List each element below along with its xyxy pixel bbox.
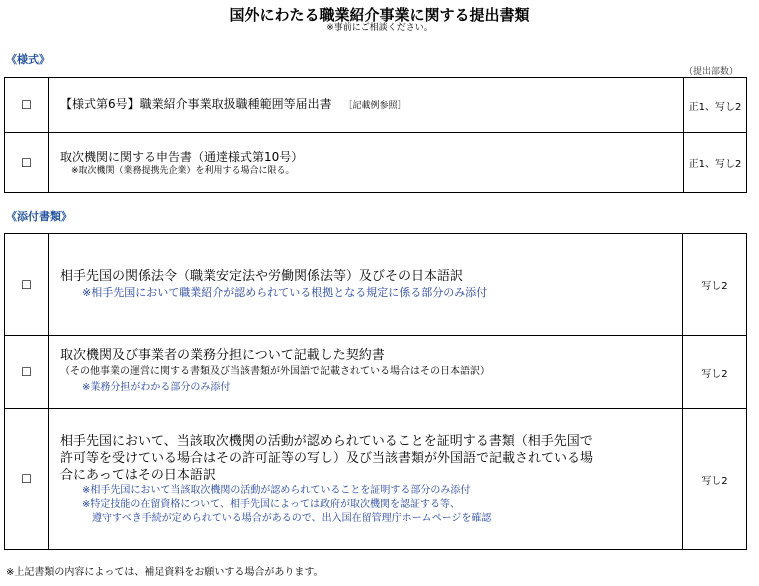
forms-table — [4, 77, 747, 193]
attachment-certificate-copies: 写し2 — [683, 409, 747, 550]
attachment-laws-note: ※相手先国において職業紹介が認められている根拠となる規定に係る部分のみ添付 — [82, 285, 488, 299]
attachment-certificate-title-2: 許可等を受けている場合はその許可証等の写し）及び当該書類が外国語で記載されている場 — [60, 450, 594, 466]
attachment-laws-checkbox[interactable]: ☐ — [5, 234, 49, 336]
attachments-table — [4, 233, 747, 550]
attachment-contract-note: ※業務分担がわかる部分のみ添付 — [82, 382, 231, 393]
form-10-copies: 正1、写し2 — [684, 133, 747, 193]
form-6-title-note: ［記載例参照］ — [343, 101, 407, 111]
attachment-row-contract — [5, 336, 747, 409]
attachment-contract-sub: （その他事業の運営に関する書類及び当該書類が外国語で記載されている場合はその日本語訳） — [60, 366, 490, 377]
attachment-contract-cell — [49, 336, 683, 409]
attachment-certificate-note-3: 遵守すべき手続が定められている場合があるので、出入国在留管理庁ホームページを確認 — [92, 512, 492, 524]
copies-column-header: （提出部数） — [684, 67, 739, 77]
attachment-contract-title: 取次機関及び事業者の業務分担について記載した契約書 — [60, 348, 385, 363]
attachment-row-certificate — [5, 409, 747, 550]
attachment-laws-title: 相手先国の関係法令（職業安定法や労働関係法等）及びその日本語訳 — [60, 268, 464, 284]
form-10-note: ※取次機関（業務提携先企業）を利用する場合に限る。 — [71, 165, 295, 176]
attachments-section-heading: 《添付書類》 — [6, 210, 72, 223]
footer-note: ※上記書類の内容によっては、補足資料をお願いする場合があります。 — [6, 567, 324, 578]
form-row-10 — [5, 133, 747, 193]
attachment-certificate-note-1: ※相手先国において当該取次機関の活動が認められていることを証明する部分のみ添付 — [82, 484, 471, 496]
form-10-cell — [49, 133, 684, 193]
form-10-title: 取次機関に関する申告書（通達様式第10号） — [60, 149, 304, 164]
attachment-certificate-checkbox[interactable]: ☐ — [5, 409, 49, 550]
attachment-certificate-title-3: 合にあってはその日本語訳 — [60, 467, 216, 483]
page-subtitle: ※事前にご相談ください。 — [326, 23, 433, 33]
form-6-copies: 正1、写し2 — [684, 78, 747, 133]
forms-section-heading: 《様式》 — [6, 53, 50, 66]
form-6-cell — [49, 78, 684, 133]
form-6-checkbox[interactable]: ☐ — [5, 78, 49, 133]
attachment-certificate-cell — [49, 409, 683, 550]
form-6-title: 【様式第6号】職業紹介事業取扱職種範囲等届出書 — [60, 97, 332, 111]
attachment-certificate-title-1: 相手先国において、当該取次機関の活動が認められていることを証明する書類（相手先国で — [60, 433, 593, 449]
attachment-contract-checkbox[interactable]: ☐ — [5, 336, 49, 409]
attachment-laws-copies: 写し2 — [683, 234, 747, 336]
attachment-contract-copies: 写し2 — [683, 336, 747, 409]
attachment-laws-cell — [49, 234, 683, 336]
attachment-row-laws — [5, 234, 747, 336]
form-row-6 — [5, 78, 747, 133]
page-title: 国外にわたる職業紹介事業に関する提出書類 — [229, 6, 530, 24]
attachment-certificate-note-2: ※特定技能の在留資格について、相手先国によっては政府が取次機関を認証する等、 — [82, 498, 460, 510]
form-10-checkbox[interactable]: ☐ — [5, 133, 49, 193]
